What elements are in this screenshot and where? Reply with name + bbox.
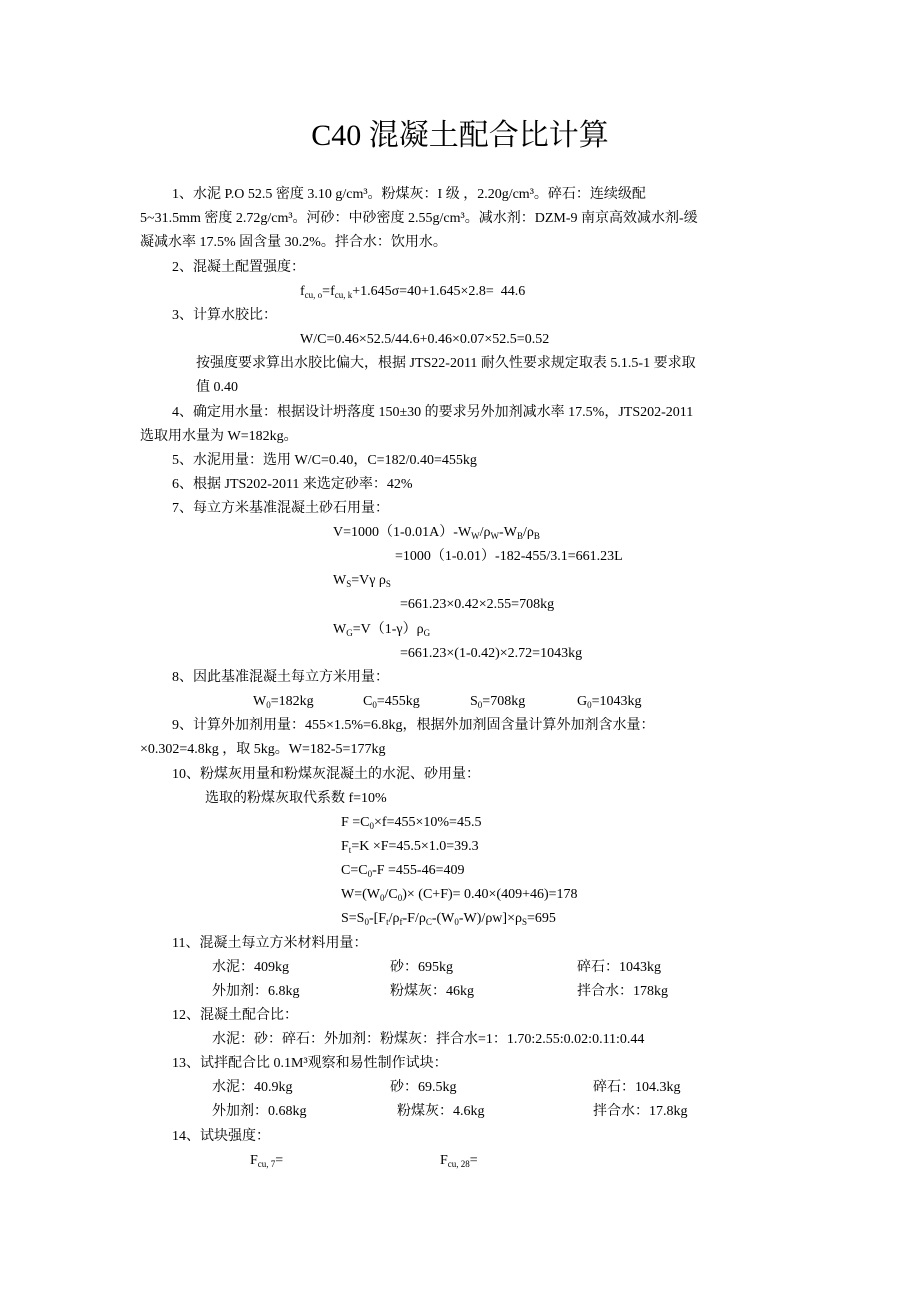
- section-1-text: 1、水泥 P.O 52.5 密度 3.10 g/cm³。粉煤灰：I 级 ，2.20g/cm³。碎石：连续级配: [172, 187, 646, 202]
- material-flyash: 粉煤灰：46kg: [390, 984, 474, 999]
- cement-amount: $C_0=455kg$: [363, 694, 420, 710]
- material-sand: 砂：695kg: [390, 960, 453, 975]
- section-4-text: 4、确定用水量：根据设计坍落度 150±30 的要求另外加剂减水率 17.5%，JTS202-2011: [172, 405, 694, 420]
- section-9-text: 9、计算外加剂用量：455×1.5%=6.8kg，根据外加剂固含量计算外加剂含水量：: [172, 718, 655, 733]
- section-2-formula: $f_{cu, o}=f_{cu, k}+1.645\sigma=40+1.645\times 2.8= 44.6$: [300, 284, 526, 300]
- section-7-formula: =661.23×0.42×2.55=708kg: [400, 597, 555, 612]
- section-1-text: 5~31.5mm 密度 2.72g/cm³。河砂：中砂密度 2.55g/cm³。减水剂：DZM-9 南京高效减水剂-缓: [140, 211, 698, 226]
- material-gravel: 碎石：1043kg: [577, 960, 661, 975]
- section-14-heading: 14、试块强度：: [172, 1129, 270, 1144]
- section-3-text: 按强度要求算出水胶比偏大，根据 JTS22-2011 耐久性要求规定取表 5.1.5-1 要求取: [196, 356, 696, 371]
- section-10-text: 选取的粉煤灰取代系数 f=10%: [205, 791, 387, 806]
- section-7-formula: $W_S=V\gamma$ $\rho_S$: [333, 573, 391, 589]
- section-10-formula: $S=S_0-[F_t/\rho_f-F/\rho_C-(W_0-W)/\rho w]\times\rho_S=695$: [341, 911, 556, 927]
- section-3-heading: 3、计算水胶比：: [172, 308, 277, 323]
- section-7-formula: =1000（1-0.01）-182-455/3.1=661.23L: [395, 549, 623, 564]
- strength-7-day: $F_{cu, 7}=$: [250, 1153, 284, 1169]
- trial-flyash: 粉煤灰：4.6kg: [397, 1104, 485, 1119]
- sand-amount: $S_0=708kg$: [470, 694, 526, 710]
- trial-cement: 水泥：40.9kg: [212, 1080, 293, 1095]
- section-10-formula: $F =C_0\times f=455\times 10\%=45.5$: [341, 815, 482, 831]
- section-7-heading: 7、每立方米基准混凝土砂石用量：: [172, 501, 389, 516]
- section-2-heading: 2、混凝土配置强度：: [172, 260, 305, 275]
- section-11-heading: 11、混凝土每立方米材料用量：: [172, 936, 368, 951]
- section-10-formula: $C=C_0-F =455-46=409$: [341, 863, 465, 879]
- trial-gravel: 碎石：104.3kg: [593, 1080, 681, 1095]
- section-5-text: 5、水泥用量：选用 W/C=0.40，C=182/0.40=455kg: [172, 453, 477, 468]
- document-title: C40 混凝土配合比计算: [311, 119, 609, 152]
- section-10-heading: 10、粉煤灰用量和粉煤灰混凝土的水泥、砂用量：: [172, 767, 480, 782]
- section-7-formula: $V=1000(1-0.01A)-W_W/\rho_W-W_B/\rho_B$: [333, 525, 540, 541]
- trial-admixture: 外加剂：0.68kg: [212, 1104, 307, 1119]
- section-12-heading: 12、混凝土配合比：: [172, 1008, 298, 1023]
- section-1-text: 凝减水率 17.5% 固含量 30.2%。拌合水：饮用水。: [140, 235, 447, 250]
- section-10-formula: $W=(W_0/C_0)\times (C+F)= 0.40\times(409+46)=178$: [341, 887, 578, 903]
- section-7-formula: =661.23×(1-0.42)×2.72=1043kg: [400, 646, 583, 661]
- section-6-text: 6、根据 JTS202-2011 来选定砂率：42%: [172, 477, 413, 492]
- mix-ratio: 水泥：砂：碎石：外加剂：粉煤灰：拌合水=1：1.70:2.55:0.02:0.11:0.44: [212, 1032, 645, 1047]
- section-8-heading: 8、因此基准混凝土每立方米用量：: [172, 670, 389, 685]
- section-10-formula: $F_t=K \times F=45.5\times 1.0=39.3$: [341, 839, 479, 855]
- trial-water: 拌合水：17.8kg: [593, 1104, 688, 1119]
- water-amount: $W_0=182kg$: [253, 694, 314, 710]
- section-13-heading: 13、试拌配合比 0.1M³观察和易性制作试块：: [172, 1056, 448, 1071]
- section-3-text: 值 0.40: [196, 380, 238, 395]
- section-7-formula: $W_G=V(1-\gamma)\rho_G$: [333, 622, 431, 638]
- section-4-text: 选取用水量为 W=182kg。: [140, 429, 298, 444]
- section-3-formula: W/C=0.46×52.5/44.6+0.46×0.07×52.5=0.52: [300, 332, 550, 347]
- material-water: 拌合水：178kg: [577, 984, 668, 999]
- gravel-amount: $G_0=1043kg$: [577, 694, 642, 710]
- section-9-text: ×0.302=4.8kg ，取 5kg。W=182-5=177kg: [140, 742, 386, 757]
- material-cement: 水泥：409kg: [212, 960, 289, 975]
- material-admixture: 外加剂：6.8kg: [212, 984, 300, 999]
- strength-28-day: $F_{cu, 28}=$: [440, 1153, 478, 1169]
- trial-sand: 砂：69.5kg: [390, 1080, 457, 1095]
